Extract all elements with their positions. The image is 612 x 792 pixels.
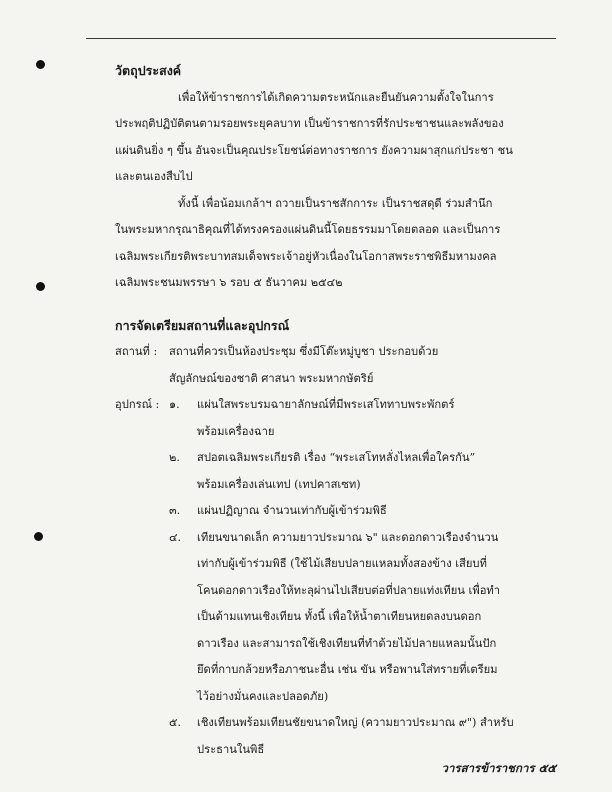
paragraph-line: แผ่นดินยิ่ง ๆ ขึ้น อันจะเป็นคุณประโยชน์ต่อทางราชการ ยังความผาสุกแก่ประชา ชน — [115, 143, 513, 157]
equipment-item — [115, 445, 560, 472]
top-rule-divider — [86, 38, 556, 39]
preparation-heading: การจัดเตรียมสถานที่และอุปกรณ์ — [115, 317, 290, 333]
binder-hole-mark — [34, 532, 43, 541]
item-line: ดาวเรือง และสามารถใช้เชิงเทียนที่ทำด้วยไม้ปลายแหลมนั้นปัก — [197, 636, 497, 650]
equipment-item — [115, 525, 560, 552]
item-line: โคนดอกดาวเรืองให้ทะลุผ่านไปเสียบต่อที่ปลายแท่งเทียน เพื่อทำ — [197, 583, 501, 597]
item-line: แผ่นใสพระบรมฉายาลักษณ์ที่มีพระเสโททาบพระพักตร์ — [197, 398, 455, 411]
paragraph-line: ในพระมหากรุณาธิคุณที่ได้ทรงครองแผ่นดินนี้โดยธรรมมาโดยตลอด และเป็นการ — [115, 223, 501, 236]
item-line: ไว้อย่างมั่นคงและปลอดภัย) — [197, 689, 329, 703]
item-line: พร้อมเครื่องเล่นเทป (เทปคาสเซท) — [197, 477, 361, 491]
place-label: สถานที่ : — [115, 345, 158, 358]
item-number: ๕. — [169, 716, 182, 729]
paragraph-line: และตนเองสืบไป — [115, 170, 193, 183]
item-number: ๔. — [169, 530, 182, 544]
binder-hole-mark — [36, 60, 45, 69]
item-line: เท่ากับผู้เข้าร่วมพิธี (ใช้ไม้เสียบปลายแหลมทั้งสองข้าง เสียบที่ — [197, 557, 487, 570]
item-line: เป็นด้ามแทนเชิงเทียน ทั้งนี้ เพื่อให้น้ำตาเทียนหยดลงบนดอก — [197, 610, 482, 623]
item-line: พร้อมเครื่องฉาย — [197, 424, 275, 438]
paragraph-line: ทั้งนี้ เพื่อน้อมเกล้าฯ ถวายเป็นราชสักการะ เป็นราชสดุดี ร่วมสำนึก — [178, 196, 493, 210]
item-number: ๒. — [169, 451, 180, 464]
equipment-item — [115, 498, 560, 525]
equipment-item — [115, 392, 560, 419]
objective-heading: วัตถุประสงค์ — [115, 63, 182, 78]
equipment-label: อุปกรณ์ : — [115, 398, 160, 411]
document-body — [115, 58, 560, 763]
place-line: สัญลักษณ์ของชาติ ศาสนา พระมหากษัตริย์ — [169, 371, 374, 385]
item-line: ยึดที่กาบกล้วยหรือภาชนะอื่น เช่น ขัน หรือพานใส่ทรายที่เตรียม — [197, 663, 498, 676]
equipment-block — [115, 392, 560, 763]
place-block — [115, 339, 560, 392]
equipment-item — [115, 710, 560, 737]
paragraph-line: เฉลิมพระชนมพรรษา ๖ รอบ ๕ ธันวาคม ๒๕๔๒ — [115, 276, 343, 289]
place-line: สถานที่ควรเป็นห้องประชุม ซึ่งมีโต๊ะหมู่บูชา ประกอบด้วย — [169, 345, 439, 358]
objective-paragraph-2 — [115, 191, 560, 297]
paragraph-line: เพื่อให้ข้าราชการได้เกิดความตระหนักและยืนยันความตั้งใจในการ — [178, 90, 494, 104]
item-line: สปอตเฉลิมพระเกียรติ เรื่อง “พระเสโทหลั่งไหลเพื่อใครกัน” — [197, 451, 476, 464]
item-line: แผ่นปฏิญาณ จำนวนเท่ากับผู้เข้าร่วมพิธี — [197, 504, 387, 517]
journal-footer: วารสารข้าราชการ ๕๕ — [441, 761, 556, 775]
item-line: ประธานในพิธี — [197, 742, 265, 756]
objective-paragraph-1 — [115, 85, 560, 191]
paragraph-line: ประพฤติปฏิบัติตนตามรอยพระยุคลบาท เป็นข้าราชการที่รักประชาชนและพลังของ — [115, 117, 504, 130]
item-number: ๑. — [169, 398, 180, 411]
item-line: เทียนขนาดเล็ก ความยาวประมาณ ๖" และดอกดาวเรืองจำนวน — [197, 530, 499, 544]
paragraph-line: เฉลิมพระเกียรติพระบาทสมเด็จพระเจ้าอยู่หัวเนื่องในโอกาสพระราชพิธีมหามงคล — [115, 249, 497, 263]
item-line: เชิงเทียนพร้อมเทียนชัยขนาดใหญ่ (ความยาวประมาณ ๙") สำหรับ — [197, 716, 514, 729]
binder-hole-mark — [36, 282, 45, 291]
item-number: ๓. — [169, 504, 181, 517]
